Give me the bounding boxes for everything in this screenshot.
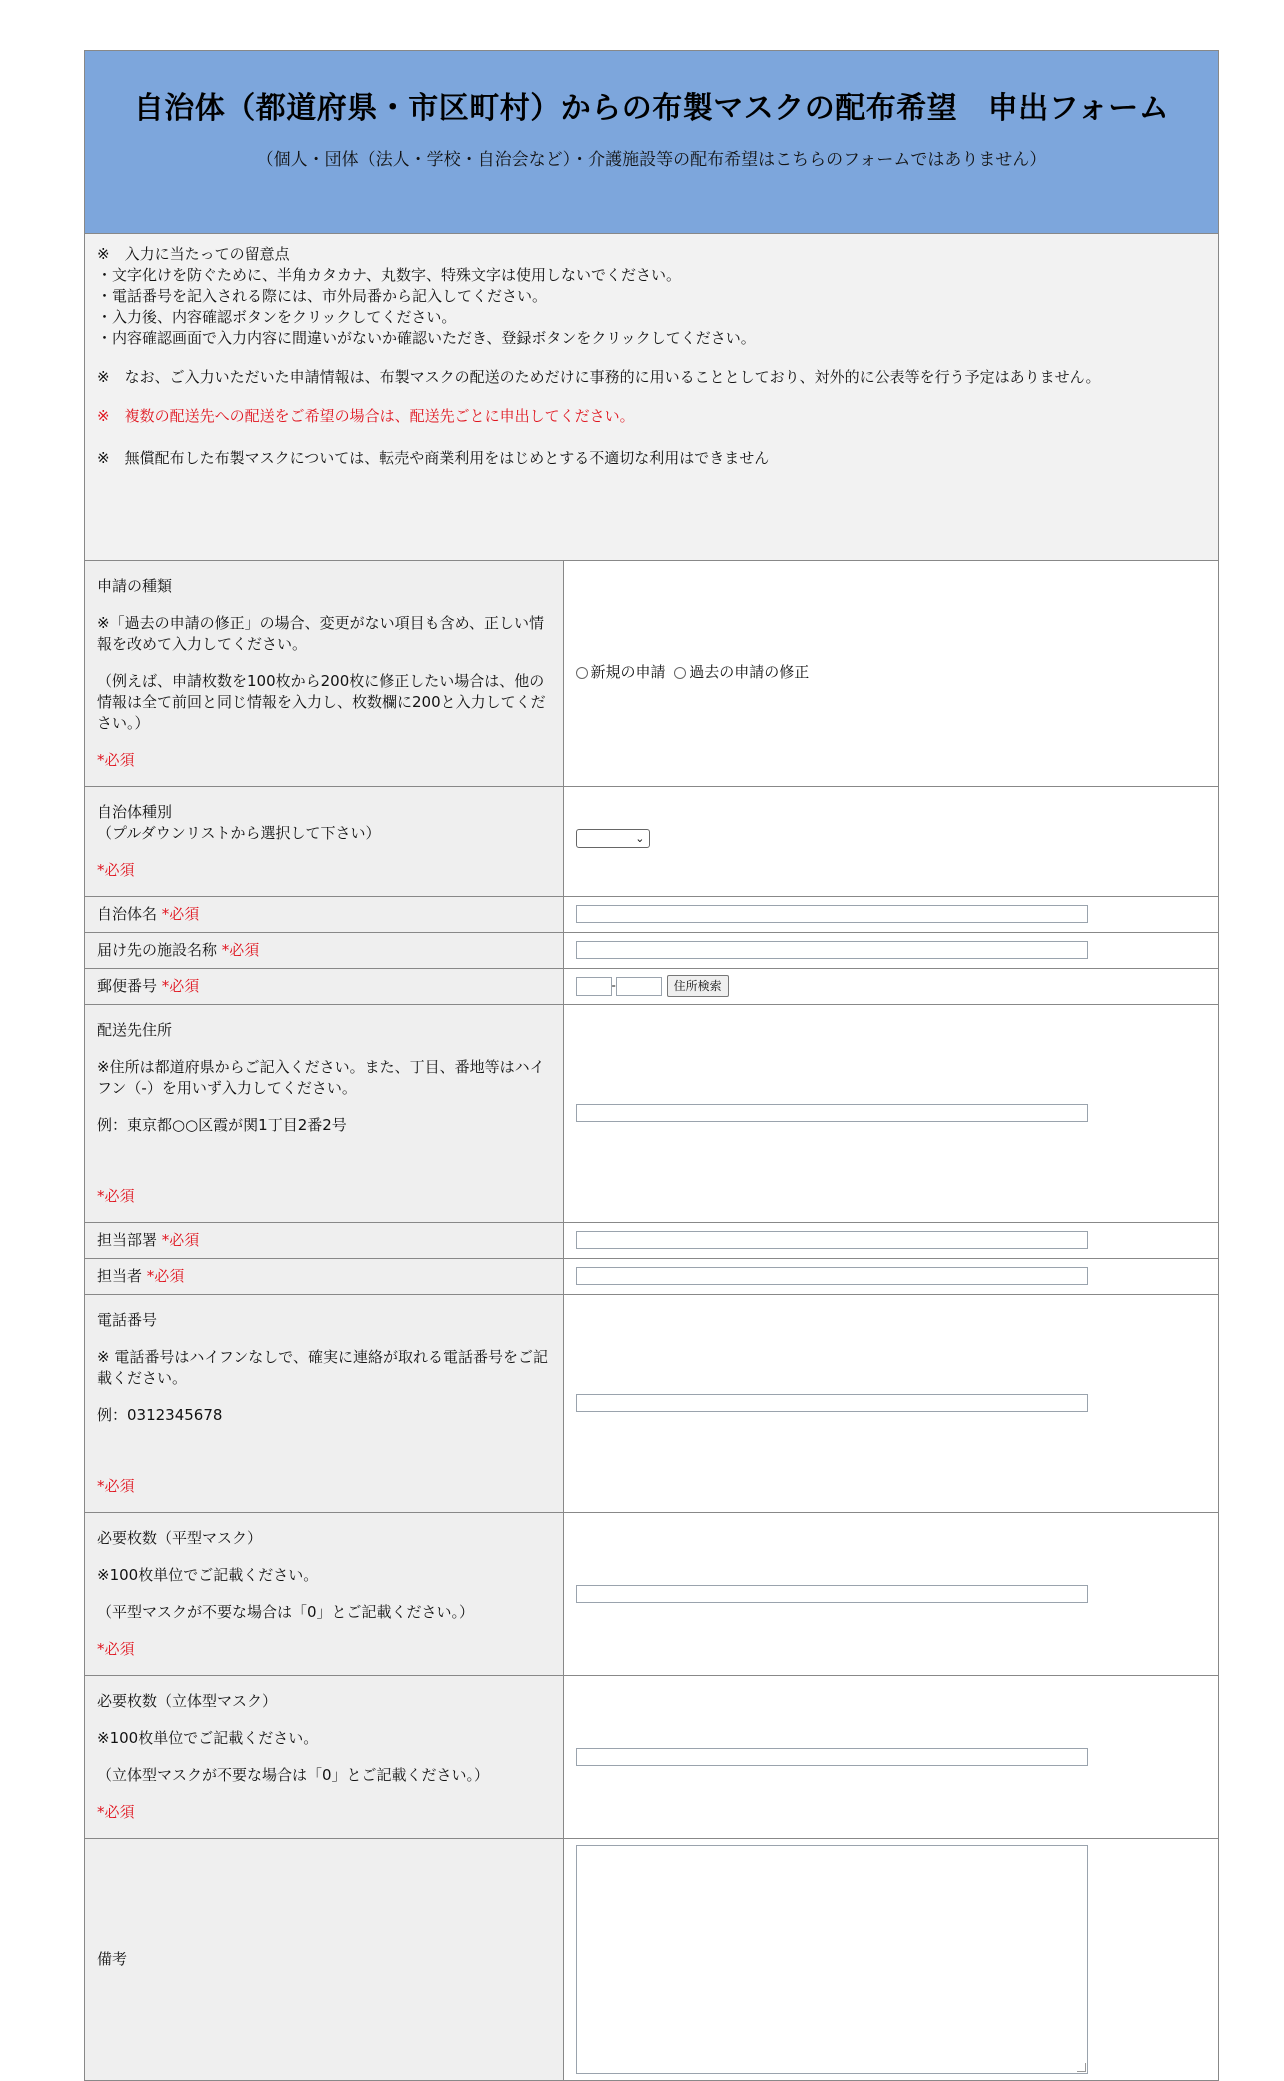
field-note: （プルダウンリストから選択して下さい）: [97, 823, 381, 842]
address-field-cell: [563, 1004, 1218, 1222]
radio-circle-icon[interactable]: [674, 667, 686, 679]
field-example: 例：0312345678: [97, 1405, 223, 1424]
resize-grip-icon[interactable]: [1077, 2063, 1086, 2072]
field-label: 必要枚数（平型マスク）: [97, 1528, 263, 1547]
notes-bullet: ・電話番号を記入される際には、市外局番から記入してください。: [97, 287, 548, 305]
phone-input[interactable]: [576, 1394, 1088, 1412]
flat-masks-label-cell: [85, 1512, 563, 1675]
phone-field-cell: [563, 1294, 1218, 1512]
postal-code-separator: -: [611, 978, 616, 993]
remarks-field-cell: [563, 1838, 1218, 2080]
address-search-button[interactable]: 住所検索: [667, 975, 729, 997]
instructions-panel: [85, 234, 1218, 561]
field-label: 届け先の施設名称: [97, 940, 218, 959]
form-header: [85, 51, 1218, 234]
department-label-cell: [85, 1222, 563, 1258]
municipality-type-field-cell: [563, 786, 1218, 896]
required-mark: *必須: [97, 1476, 135, 1495]
notes-heading: ※ 入力に当たっての留意点: [97, 245, 290, 263]
privacy-note: ※ なお、ご入力いただいた申請情報は、布製マスクの配送のためだけに事務的に用いることとしており、対外的に公表等を行う予定はありません。: [97, 368, 1101, 386]
postal-code-field-cell: [563, 968, 1218, 1004]
notes-bullet: ・文字化けを防ぐために、半角カタカナ、丸数字、特殊文字は使用しないでください。: [97, 266, 681, 284]
remarks-textarea[interactable]: [576, 1845, 1088, 2074]
row-address: [85, 1004, 1218, 1222]
row-department: [85, 1222, 1218, 1258]
field-label: 電話番号: [97, 1310, 158, 1329]
postal-code-second-input[interactable]: [616, 977, 662, 996]
required-mark: *必須: [161, 1230, 200, 1249]
row-municipality-name: [85, 896, 1218, 932]
field-label: 申請の種類: [97, 576, 173, 595]
radio-circle-icon[interactable]: [576, 667, 588, 679]
required-mark: *必須: [221, 940, 260, 959]
field-note: （平型マスクが不要な場合は「0」とご記載ください。）: [97, 1602, 475, 1621]
notes-bullet: ・入力後、内容確認ボタンをクリックしてください。: [97, 308, 457, 326]
field-note: ※100枚単位でご記載ください。: [97, 1728, 319, 1747]
required-mark: *必須: [146, 1266, 185, 1285]
field-label: 担当者: [97, 1266, 143, 1285]
field-note: （例えば、申請枚数を100枚から200枚に修正したい場合は、他の情報は全て前回と同じ情報を入力し、枚数欄に200と入力してください。）: [97, 671, 546, 732]
page-subtitle: （個人・団体（法人・学校・自治会など）・介護施設等の配布希望はこちらのフォームではありません）: [256, 150, 1047, 170]
contact-person-label-cell: [85, 1258, 563, 1294]
field-label: 必要枚数（立体型マスク）: [97, 1691, 278, 1710]
field-note: ※ 電話番号はハイフンなしで、確実に連絡が取れる電話番号をご記載ください。: [97, 1347, 548, 1387]
field-note: （立体型マスクが不要な場合は「0」とご記載ください。）: [97, 1765, 490, 1784]
row-municipality-type: [85, 786, 1218, 896]
municipality-name-input[interactable]: [576, 905, 1088, 923]
row-3d-masks: [85, 1675, 1218, 1838]
field-label: 備考: [97, 1949, 128, 1968]
facility-name-label-cell: [85, 932, 563, 968]
field-label: 自治体名: [97, 904, 158, 923]
application-form: [85, 561, 1218, 2080]
municipality-name-label-cell: [85, 896, 563, 932]
municipality-type-select[interactable]: [576, 829, 650, 848]
field-label: 担当部署: [97, 1230, 158, 1249]
field-label: 自治体種別: [97, 802, 173, 821]
department-field-cell: [563, 1222, 1218, 1258]
field-label: 郵便番号: [97, 976, 158, 995]
required-mark: *必須: [97, 860, 135, 879]
postal-code-label-cell: [85, 968, 563, 1004]
multi-delivery-note: ※ 複数の配送先への配送をご希望の場合は、配送先ごとに申出してください。: [97, 407, 635, 425]
form-container: [84, 50, 1219, 2081]
required-mark: *必須: [161, 904, 200, 923]
required-mark: *必須: [97, 750, 135, 769]
radio-modify-application[interactable]: [674, 662, 809, 683]
municipality-type-label-cell: [85, 786, 563, 896]
field-note: ※住所は都道府県からご記入ください。また、丁目、番地等はハイフン（-）を用いず入力してください。: [97, 1057, 545, 1097]
notes-bullet: ・内容確認画面で入力内容に間違いがないか確認いただき、登録ボタンをクリックしてください。: [97, 329, 756, 347]
page-title: 自治体（都道府県・市区町村）からの布製マスクの配布希望 申出フォーム: [133, 91, 1170, 126]
row-facility-name: [85, 932, 1218, 968]
flat-masks-input[interactable]: [576, 1585, 1088, 1603]
3d-masks-label-cell: [85, 1675, 563, 1838]
postal-code-first-input[interactable]: [576, 977, 612, 996]
municipality-name-field-cell: [563, 896, 1218, 932]
field-label: 配送先住所: [97, 1020, 173, 1039]
phone-label-cell: [85, 1294, 563, 1512]
address-input[interactable]: [576, 1104, 1088, 1122]
remarks-label-cell: [85, 1838, 563, 2080]
row-application-type: [85, 561, 1218, 786]
field-note: ※100枚単位でご記載ください。: [97, 1565, 319, 1584]
address-label-cell: [85, 1004, 563, 1222]
contact-person-field-cell: [563, 1258, 1218, 1294]
facility-name-input[interactable]: [576, 941, 1088, 959]
required-mark: *必須: [97, 1802, 135, 1821]
facility-name-field-cell: [563, 932, 1218, 968]
chevron-down-icon: ⌄: [635, 831, 645, 845]
row-remarks: [85, 1838, 1218, 2080]
3d-masks-field-cell: [563, 1675, 1218, 1838]
flat-masks-field-cell: [563, 1512, 1218, 1675]
required-mark: *必須: [161, 976, 200, 995]
radio-label: 新規の申請: [590, 663, 666, 681]
application-type-field-cell: [563, 561, 1218, 786]
row-postal-code: [85, 968, 1218, 1004]
resale-note: ※ 無償配布した布製マスクについては、転売や商業利用をはじめとする不適切な利用はできません: [97, 449, 770, 467]
radio-new-application[interactable]: [576, 662, 666, 683]
required-mark: *必須: [97, 1186, 135, 1205]
row-contact-person: [85, 1258, 1218, 1294]
application-type-label-cell: [85, 561, 563, 786]
field-note: ※「過去の申請の修正」の場合、変更がない項目も含め、正しい情報を改めて入力してください。: [97, 613, 544, 653]
department-input[interactable]: [576, 1231, 1088, 1249]
radio-label: 過去の申請の修正: [689, 663, 810, 681]
row-flat-masks: [85, 1512, 1218, 1675]
field-example: 例：東京都○○区霞が関1丁目2番2号: [97, 1115, 347, 1134]
contact-person-input[interactable]: [576, 1267, 1088, 1285]
required-mark: *必須: [97, 1639, 135, 1658]
3d-masks-input[interactable]: [576, 1748, 1088, 1766]
row-phone: [85, 1294, 1218, 1512]
